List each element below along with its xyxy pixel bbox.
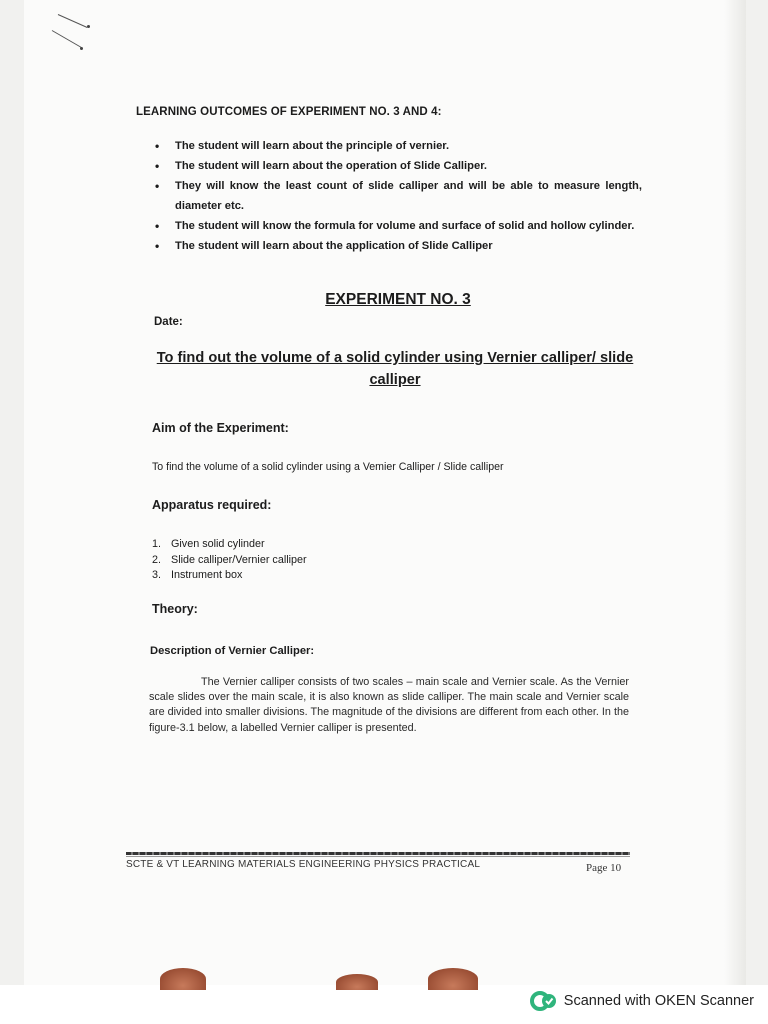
list-item [154,237,642,257]
list-item [152,537,307,553]
page-number: Page 10 [586,862,622,874]
outcome-text: The student will learn about the application of Slide Calliper [175,239,493,252]
fingertip-artifact [428,968,478,990]
outcome-text: The student will know the formula for volume and surface of solid and hollow cylinder. [175,219,635,232]
fingertip-artifact [336,974,378,990]
outcome-text: They will know the least count of slide calliper and will be able to measure length, diameter etc. [175,180,642,212]
learning-outcomes-list [154,137,642,257]
list-number: 3. [152,569,162,581]
learning-outcomes-heading: LEARNING OUTCOMES OF EXPERIMENT NO. 3 AND 4: [136,106,442,118]
outcome-text: The student will learn about the principle of vernier. [175,140,450,152]
bullet-icon: • [155,179,160,193]
description-heading: Description of Vernier Calliper: [150,645,315,657]
scanner-badge [530,990,754,1012]
fingertip-artifact [160,968,206,990]
list-item [154,217,642,237]
list-item [154,177,642,216]
apparatus-text: Given solid cylinder [171,538,265,550]
list-item [152,568,307,584]
aim-text: To find the volume of a solid cylinder using a Vemier Calliper / Slide calliper [152,461,504,473]
apparatus-list [152,537,307,584]
oken-scanner-logo-icon [530,990,558,1012]
bullet-icon: • [155,159,160,173]
experiment-title: To find out the volume of a solid cylinder using Vernier calliper/ slide calliper [156,350,634,388]
aim-heading: Aim of the Experiment: [152,421,289,435]
list-item [152,553,307,569]
bullet-icon: • [155,139,160,153]
bullet-icon: • [155,238,160,253]
list-item [154,137,642,157]
footer-rule [126,852,630,855]
description-paragraph: The Vernier calliper consists of two scales – main scale and Vernier scale. As the Vernier scale slides over the main scale, it is also known as slide calliper. The main scale and Vernier scale are divided into smaller divisions. The magnitude of the divisions are different from each other. In the figure-3.1 below, a labelled Vernier calliper is presented. [149,676,629,734]
footer-rule-thin [126,856,630,857]
experiment-heading-text: EXPERIMENT NO. 3 [325,291,471,308]
apparatus-heading: Apparatus required: [152,498,272,512]
list-number: 2. [152,553,162,566]
bullet-icon: • [155,218,160,233]
footer-text: SCTE & VT LEARNING MATERIALS ENGINEERING PHYSICS PRACTICAL [126,859,481,870]
scanner-text: Scanned with OKEN Scanner [563,993,754,1009]
list-item [154,157,642,177]
apparatus-text: Slide calliper/Vernier calliper [171,553,307,566]
list-number: 1. [152,538,162,550]
apparatus-text: Instrument box [171,569,243,581]
outcome-text: The student will learn about the operation of Slide Calliper. [175,160,488,172]
scan-dot [80,47,83,50]
page-edge-shadow [724,0,746,985]
theory-heading: Theory: [152,602,198,616]
experiment-heading [0,291,768,309]
date-label: Date: [154,316,183,328]
scan-dot [87,25,90,28]
